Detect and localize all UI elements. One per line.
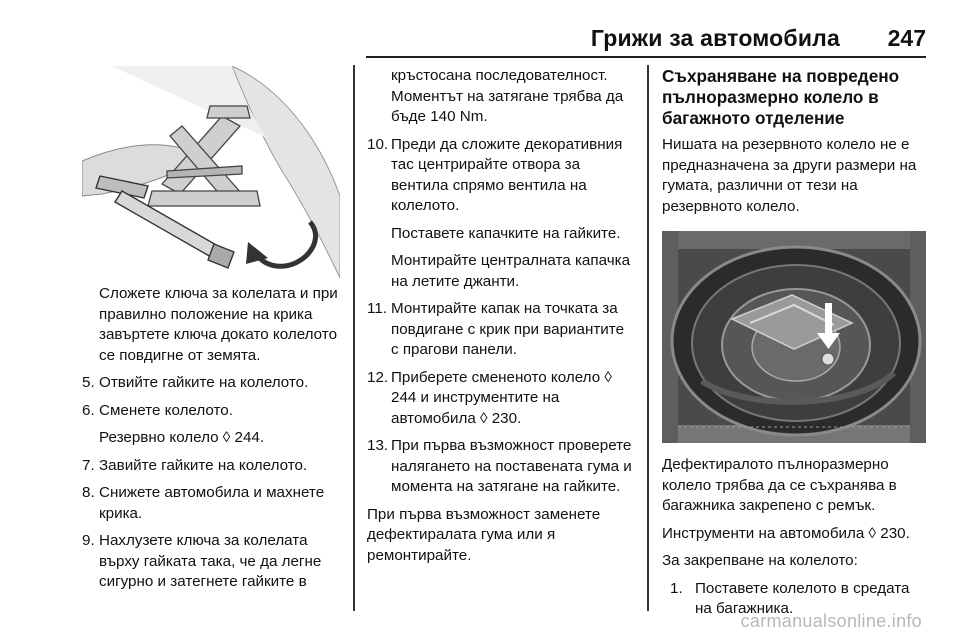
step-text: Снижете автомобила и махнете крика. — [99, 484, 325, 522]
closing-paragraph: При първа възможност заменете дефектиралата гума или я ремонтирайте. — [367, 505, 601, 564]
column-1 — [82, 66, 340, 600]
step-text: При първа възможност проверете налягането на поставената гума и момента на затягане на гайките. — [391, 437, 632, 495]
step-text: Поставете колелото в средата на багажника. — [695, 579, 910, 617]
page-header — [366, 22, 926, 58]
column-divider-2 — [647, 65, 649, 611]
step-text: Отвийте гайките на колелото. — [99, 374, 309, 391]
step-text: Нахлузете ключа за колелата върху гайката така, че да легне сигурно и затегнете гайките в — [99, 532, 322, 590]
step-number: 10. — [367, 135, 389, 153]
step-text: Преди да сложите декоративния тас центрирайте отвора за вентила спрямо вентила на колелото. — [391, 135, 623, 214]
step-number: 5. — [82, 374, 95, 391]
step-8 — [82, 483, 340, 524]
step-6 — [82, 401, 340, 449]
step-text: Сменете колелото. — [99, 401, 233, 419]
step-note: Монтирайте централната капачка на летите джанти. — [391, 252, 631, 290]
column-2 — [367, 66, 635, 566]
step-7 — [82, 456, 340, 477]
header-rule — [366, 56, 926, 58]
step-number: 12. — [367, 368, 389, 386]
step-number: 8. — [82, 484, 95, 501]
intro-paragraph: Нишата на резервното колело не е предназначена за други размери на гумата, различни от тези на резервното колело. — [662, 136, 917, 215]
step-note: Поставете капачките на гайките. — [391, 224, 621, 242]
step-number: 11. — [367, 300, 387, 317]
step-9 — [82, 531, 340, 593]
step-10 — [367, 135, 635, 293]
step-text: Приберете смененото колело ◊ 244 и инструментите на автомобила ◊ 230. — [391, 368, 612, 427]
step-13 — [367, 436, 635, 498]
section-heading: Съхраняване на повредено пълноразмерно колело в багажното отделение — [662, 66, 900, 128]
column-divider-1 — [353, 65, 355, 611]
step-9-continuation: кръстосана последователност. Моментът на затягане трябва да бъде 140 Nm. — [391, 67, 624, 125]
step-note: Резервно колело ◊ 244. — [99, 429, 265, 446]
figure-caption: Сложете ключа за колелата и при правилно положение на крика завъртете ключа докато колелото се повдигне от земята. — [99, 285, 338, 364]
watermark: carmanualsonline.info — [740, 611, 922, 631]
step-number: 13. — [367, 437, 389, 454]
step-number: 9. — [82, 532, 95, 549]
step-11 — [367, 299, 635, 361]
section-title: Грижи за автомобила — [590, 25, 840, 51]
column-3 — [662, 66, 930, 627]
jack-wrench-illustration — [82, 66, 340, 278]
step-text: Завийте гайките на колелото. — [99, 456, 308, 474]
step-text: Монтирайте капак на точката за повдигане с крик при вариантите с прагови панели. — [391, 300, 625, 358]
step-number: 6. — [82, 401, 95, 419]
fixing-label: За закрепване на колелото: — [662, 552, 858, 569]
step-5 — [82, 373, 340, 394]
tools-reference: Инструменти на автомобила ◊ 230. — [662, 524, 910, 542]
storage-paragraph: Дефектиралото пълноразмерно колело трябва да се съхранява в багажника закрепено с ремък. — [662, 456, 897, 514]
page-number: 247 — [887, 25, 926, 51]
step-12 — [367, 368, 635, 430]
step-number: 1. — [670, 579, 683, 597]
spare-wheel-well-photo — [662, 231, 926, 443]
step-number: 7. — [82, 456, 95, 474]
